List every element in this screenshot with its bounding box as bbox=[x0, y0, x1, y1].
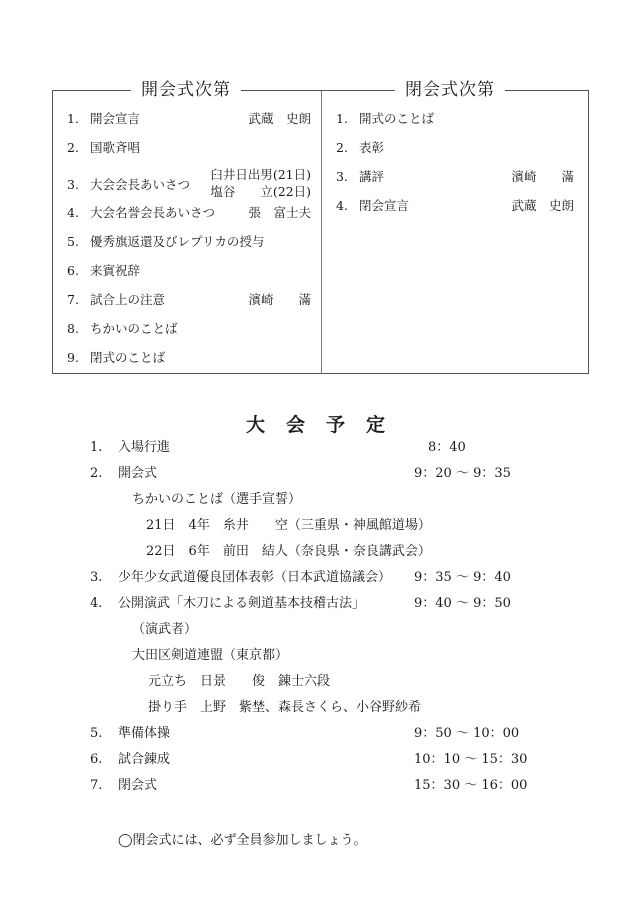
schedule-row: （演武者） bbox=[132, 622, 198, 637]
list-item: 2. 表彰 bbox=[336, 140, 385, 155]
schedule-list bbox=[90, 439, 530, 803]
schedule-row: 6. 試合錬成 10：10 ～ 15：30 bbox=[90, 752, 528, 767]
list-item: 9. 閉式のことば bbox=[67, 350, 166, 365]
opening-ceremony-title: 開会式次第 bbox=[131, 79, 241, 101]
schedule-row: 大田区剣道連盟（東京都） bbox=[132, 648, 289, 663]
list-item: 7. 試合上の注意 濱崎 滿 bbox=[67, 292, 311, 307]
list-item: 2. 国歌斉唱 bbox=[67, 140, 141, 155]
closing-ceremony-list bbox=[336, 111, 574, 227]
ceremony-programs-box bbox=[52, 80, 589, 374]
schedule-row: ちかいのことば（選手宣誓） bbox=[132, 492, 302, 507]
speaker-names: 臼井日出男(21日) 塩谷 立(22日) bbox=[210, 167, 311, 199]
list-item: 3. 講評 濱崎 滿 bbox=[336, 169, 574, 184]
opening-ceremony-list bbox=[67, 111, 311, 379]
list-item: 4. 閉会宣言 武蔵 史朗 bbox=[336, 198, 574, 213]
column-divider bbox=[321, 91, 322, 374]
attendance-note: ◯閉会式には、必ず全員参加しましょう。 bbox=[118, 833, 367, 848]
schedule-row: 21日 4年 糸井 空（三重県・神風館道場） bbox=[146, 518, 431, 533]
schedule-row: 1. 入場行進 8：40 bbox=[90, 440, 466, 455]
list-item: 3. 大会会長あいさつ 臼井日出男(21日) 塩谷 立(22日) bbox=[67, 167, 311, 199]
closing-ceremony-title: 閉会式次第 bbox=[395, 79, 505, 101]
schedule-row: 5. 準備体操 9：50 ～ 10：00 bbox=[90, 726, 520, 741]
list-item: 1. 開会宣言 武蔵 史朗 bbox=[67, 111, 311, 126]
list-item: 6. 来賓祝辞 bbox=[67, 263, 141, 278]
schedule-row: 22日 6年 前田 結人（奈良県・奈良講武会） bbox=[146, 544, 431, 559]
schedule-row: 元立ち 日景 俊 錬士六段 bbox=[148, 674, 331, 689]
list-item: 4. 大会名誉会長あいさつ 張 富士夫 bbox=[67, 205, 311, 220]
schedule-title: 大会予定 bbox=[246, 414, 407, 436]
schedule-row: 4. 公開演武「木刀による剣道基本技稽古法」 9：40 ～ 9：50 bbox=[90, 596, 511, 611]
list-item: 8. ちかいのことば bbox=[67, 321, 178, 336]
schedule-row: 掛り手 上野 紫埜、森長さくら、小谷野紗希 bbox=[148, 700, 422, 715]
schedule-row: 7. 閉会式 15：30 ～ 16：00 bbox=[90, 778, 528, 793]
schedule-row: 2. 開会式 9：20 ～ 9：35 bbox=[90, 466, 511, 481]
list-item: 1. 開式のことば bbox=[336, 111, 435, 126]
schedule-row: 3. 少年少女武道優良団体表彰（日本武道協議会） 9：35 ～ 9：40 bbox=[90, 570, 511, 585]
list-item: 5. 優秀旗返還及びレプリカの授与 bbox=[67, 234, 265, 249]
